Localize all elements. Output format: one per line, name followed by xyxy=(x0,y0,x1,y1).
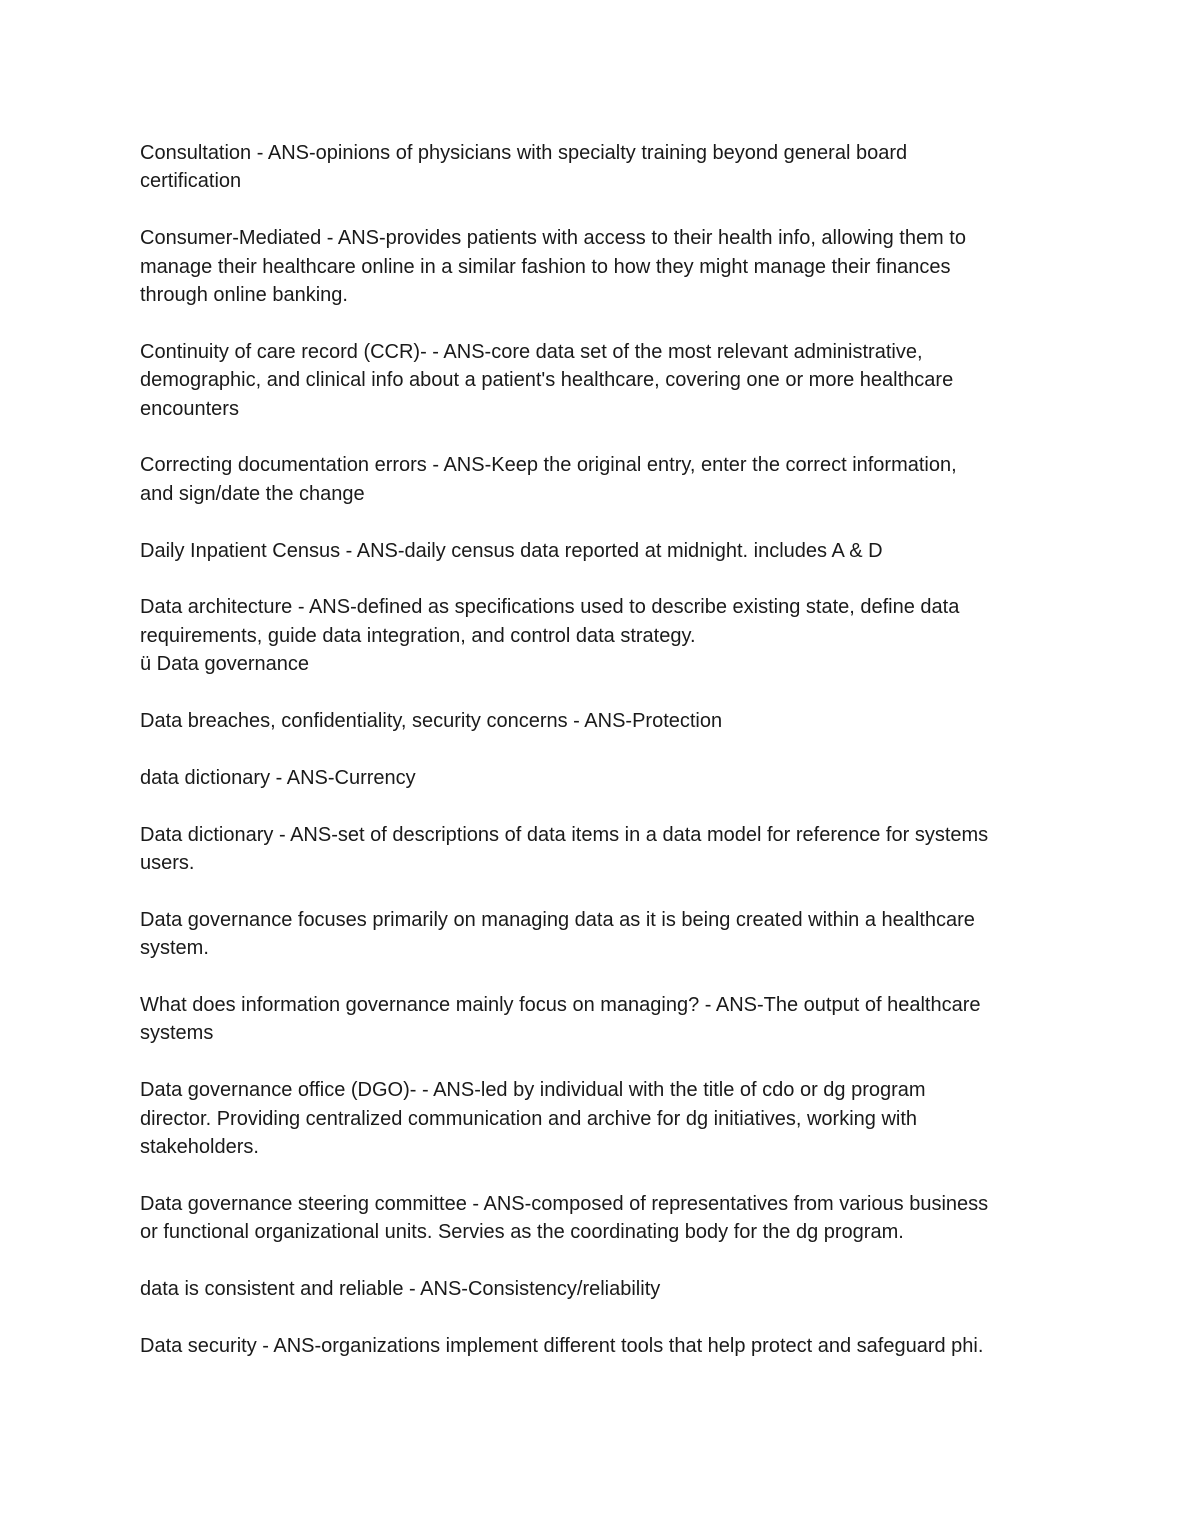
paragraph xyxy=(140,1275,1055,1303)
paragraph xyxy=(140,537,1055,565)
paragraph xyxy=(140,821,1055,878)
paragraph xyxy=(140,139,1055,196)
document-body xyxy=(140,139,1055,1389)
text-line: Data architecture - ANS-defined as specifications used to describe existing state, define data xyxy=(140,596,960,619)
text-line: or functional organizational units. Servies as the coordinating body for the dg program. xyxy=(140,1221,904,1244)
text-line: Data dictionary - ANS-set of descriptions of data items in a data model for reference for systems xyxy=(140,823,989,846)
text-line: Correcting documentation errors - ANS-Keep the original entry, enter the correct information, xyxy=(140,454,957,477)
text-line: What does information governance mainly focus on managing? - ANS-The output of healthcare xyxy=(140,994,981,1017)
text-line: Data governance focuses primarily on managing data as it is being created within a healthcare xyxy=(140,908,975,931)
paragraph xyxy=(140,1076,1055,1161)
text-line: Data governance steering committee - ANS-composed of representatives from various business xyxy=(140,1192,989,1215)
paragraph xyxy=(140,991,1055,1048)
paragraph xyxy=(140,451,1055,508)
paragraph xyxy=(140,224,1055,309)
text-line: Data governance office (DGO)- - ANS-led by individual with the title of cdo or dg program xyxy=(140,1079,926,1102)
text-line: demographic, and clinical info about a patient's healthcare, covering one or more healthcare xyxy=(140,369,954,392)
text-line: director. Providing centralized communication and archive for dg initiatives, working with xyxy=(140,1107,918,1130)
paragraph xyxy=(140,906,1055,963)
text-line: requirements, guide data integration, and control data strategy. xyxy=(140,624,696,647)
text-line: Consumer-Mediated - ANS-provides patients with access to their health info, allowing them to xyxy=(140,227,966,250)
text-line: Data security - ANS-organizations implement different tools that help protect and safeguard phi. xyxy=(140,1334,984,1357)
text-line: manage their healthcare online in a similar fashion to how they might manage their finances xyxy=(140,255,951,278)
paragraph xyxy=(140,593,1055,678)
text-line: Data breaches, confidentiality, security concerns - ANS-Protection xyxy=(140,710,723,733)
paragraph xyxy=(140,338,1055,423)
text-line: data dictionary - ANS-Currency xyxy=(140,766,416,789)
text-line: certification xyxy=(140,170,242,193)
text-line: users. xyxy=(140,852,195,875)
text-line: systems xyxy=(140,1022,214,1045)
text-line: data is consistent and reliable - ANS-Consistency/reliability xyxy=(140,1278,661,1301)
text-line: stakeholders. xyxy=(140,1136,259,1159)
text-line: encounters xyxy=(140,397,239,420)
paragraph xyxy=(140,1190,1055,1247)
text-line: and sign/date the change xyxy=(140,482,365,505)
text-line: Continuity of care record (CCR)- - ANS-core data set of the most relevant administrative, xyxy=(140,340,923,363)
paragraph xyxy=(140,764,1055,792)
text-line: system. xyxy=(140,937,209,960)
text-line: Daily Inpatient Census - ANS-daily census data reported at midnight. includes A & D xyxy=(140,539,883,562)
text-line: Consultation - ANS-opinions of physicians with specialty training beyond general board xyxy=(140,142,908,164)
paragraph xyxy=(140,1332,1055,1360)
text-line: ü Data governance xyxy=(140,653,310,676)
text-line: through online banking. xyxy=(140,284,348,307)
paragraph xyxy=(140,707,1055,735)
